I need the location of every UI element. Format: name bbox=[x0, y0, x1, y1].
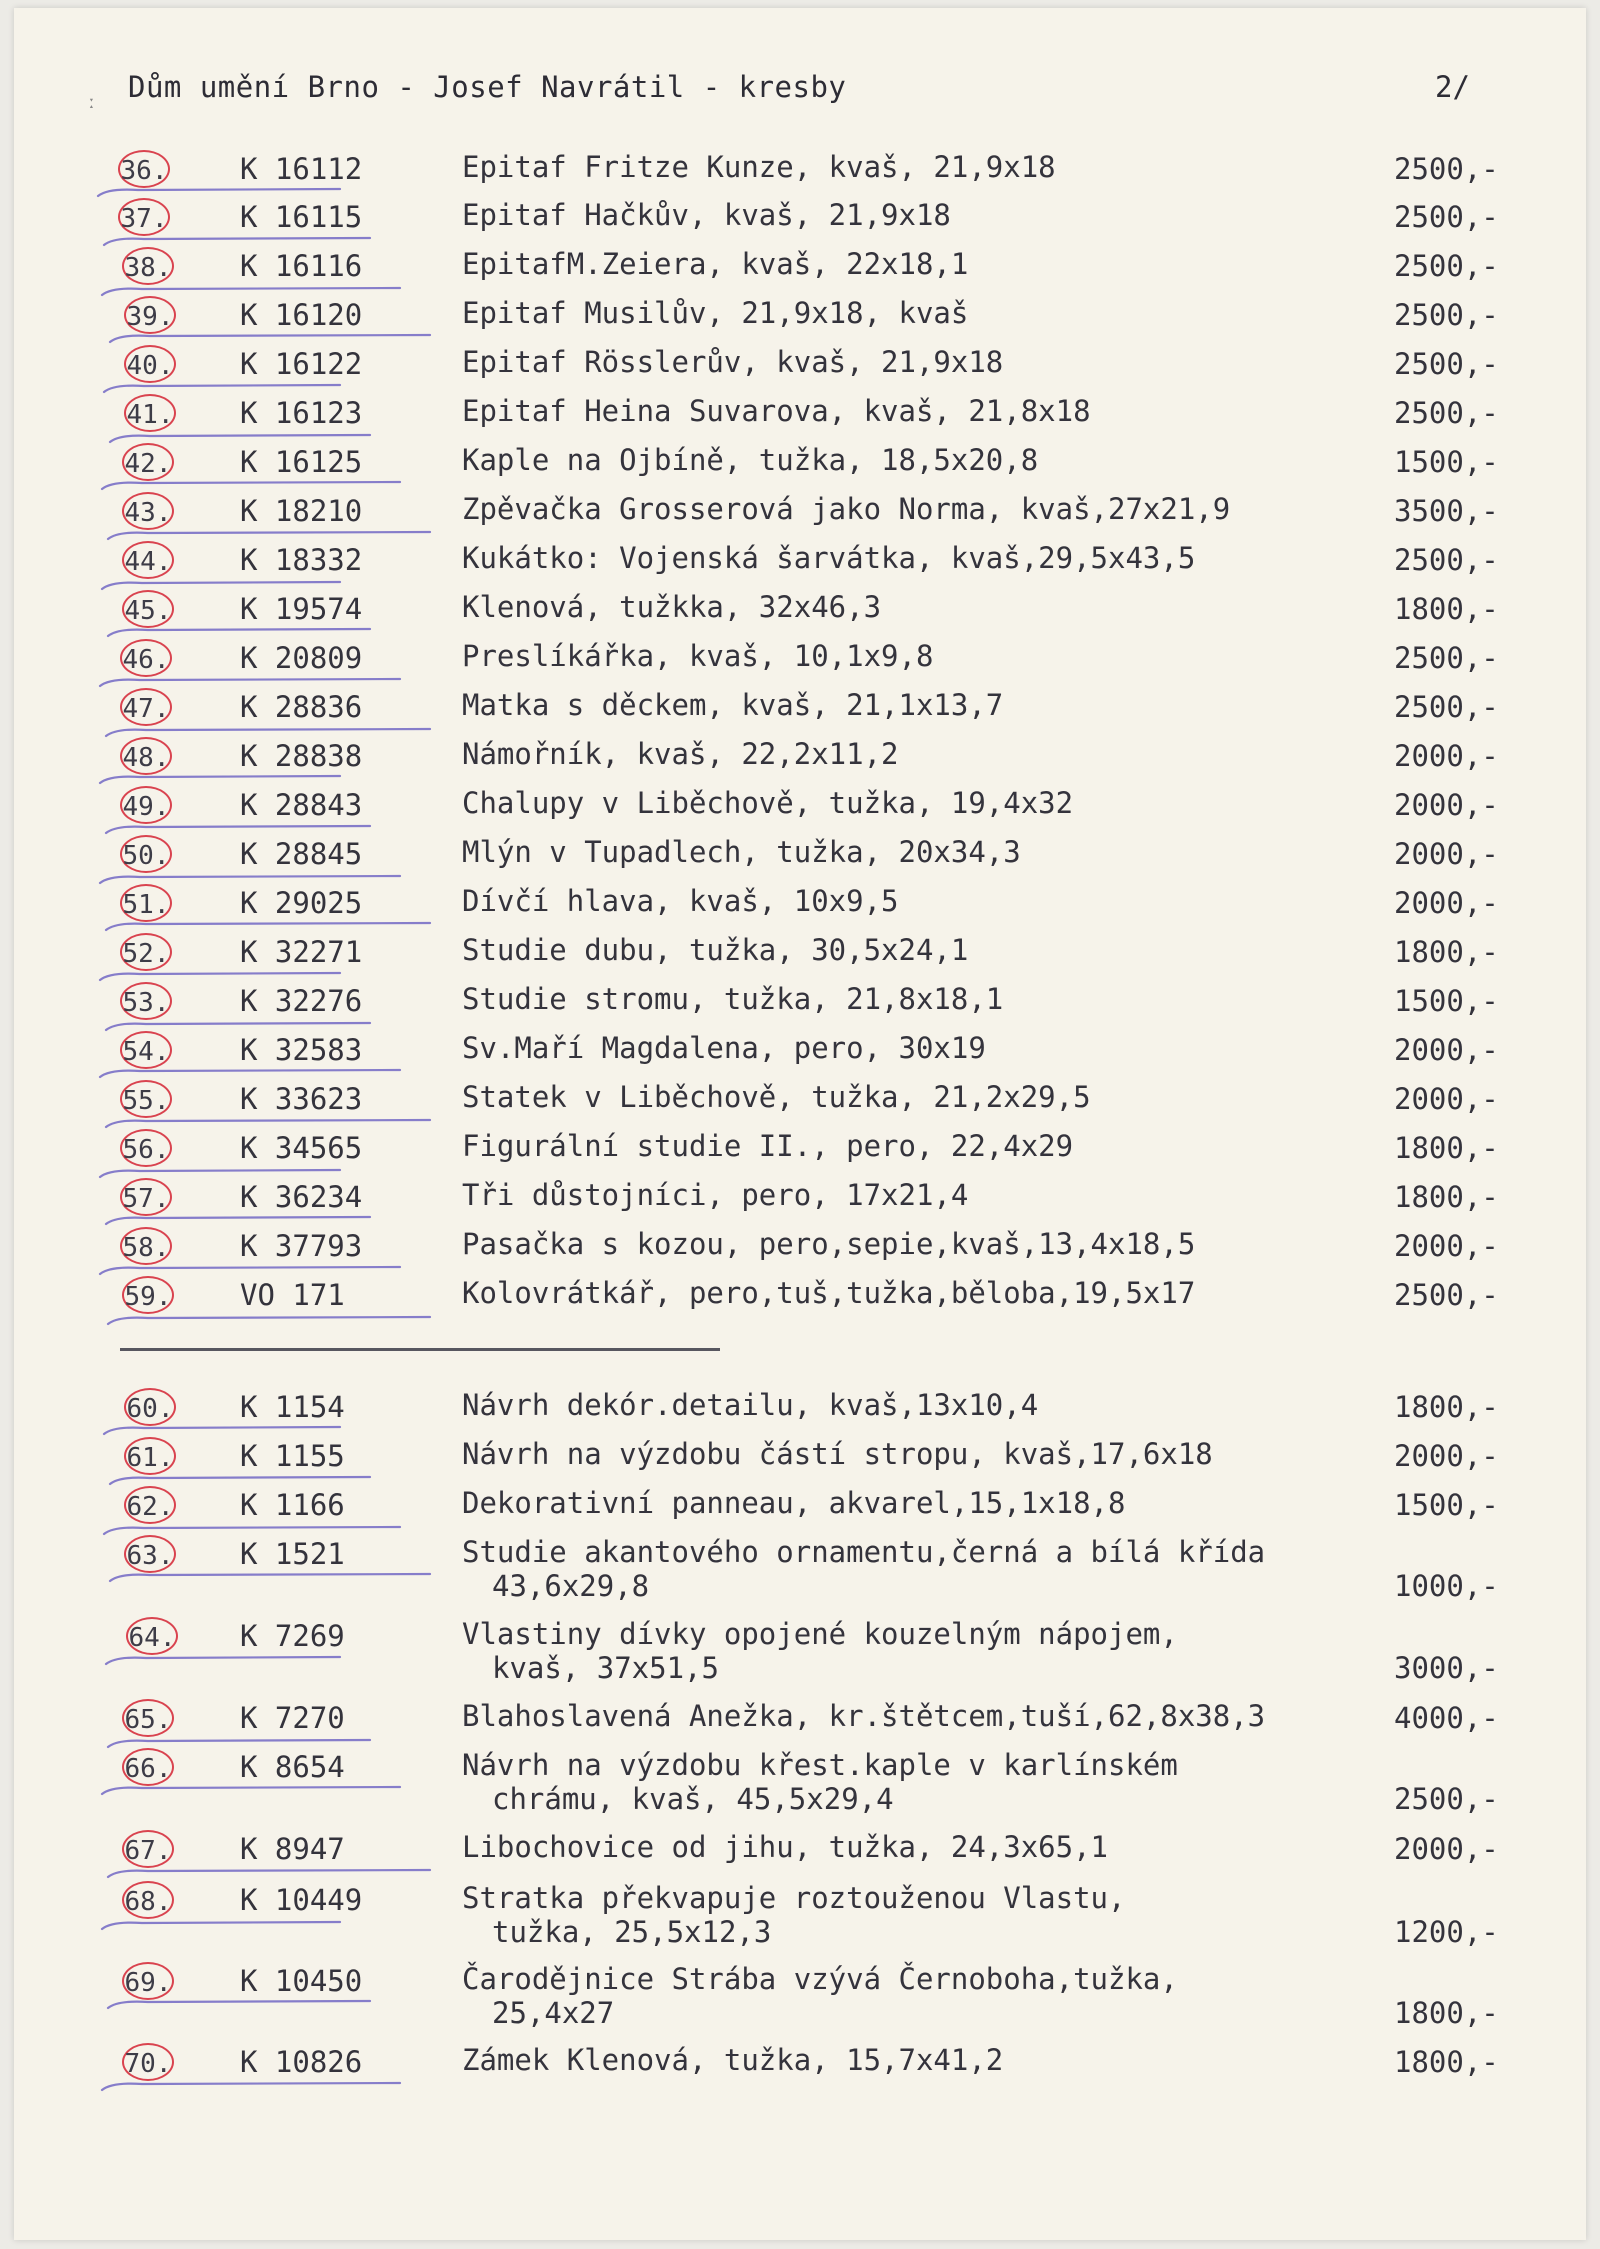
description-line: Zámek Klenová, tužka, 15,7x41,2 bbox=[462, 2043, 1004, 2077]
catalog-number: K 1166 bbox=[240, 1488, 345, 1522]
circled-item-number: 59. bbox=[122, 1276, 174, 1314]
page-header bbox=[0, 70, 1600, 113]
catalog-number: K 20809 bbox=[240, 641, 363, 675]
circled-item-number: 46. bbox=[120, 639, 172, 677]
item-description bbox=[462, 1031, 986, 1065]
item-price: 1000,- bbox=[1394, 1569, 1499, 1603]
catalog-number: K 36234 bbox=[240, 1180, 363, 1214]
item-description bbox=[462, 394, 1091, 428]
page-number: 2/ bbox=[1435, 70, 1470, 104]
circled-item-number: 47. bbox=[120, 688, 172, 726]
catalog-number: K 18210 bbox=[240, 494, 363, 528]
catalog-number: K 16122 bbox=[240, 347, 363, 381]
description-line-2: kvaš, 37x51,5 bbox=[492, 1651, 719, 1685]
item-price: 2500,- bbox=[1394, 249, 1499, 283]
circled-item-number: 43. bbox=[122, 492, 174, 530]
description-line: Námořník, kvaš, 22,2x11,2 bbox=[462, 737, 899, 771]
item-description bbox=[462, 1830, 1108, 1864]
description-line: Studie stromu, tužka, 21,8x18,1 bbox=[462, 982, 1004, 1016]
circled-item-number: 45. bbox=[122, 590, 174, 628]
item-description bbox=[462, 492, 1230, 526]
circled-item-number: 49. bbox=[120, 786, 172, 824]
catalog-number: K 10449 bbox=[240, 1883, 363, 1917]
item-price: 1800,- bbox=[1394, 1131, 1499, 1165]
description-line: Kaple na Ojbíně, tužka, 18,5x20,8 bbox=[462, 443, 1039, 477]
item-price: 1800,- bbox=[1394, 1180, 1499, 1214]
item-price: 1800,- bbox=[1394, 1390, 1499, 1424]
description-line: Epitaf Hačkův, kvaš, 21,9x18 bbox=[462, 198, 951, 232]
item-price: 1800,- bbox=[1394, 2045, 1499, 2079]
item-price: 3000,- bbox=[1394, 1651, 1499, 1685]
item-description bbox=[462, 639, 933, 673]
description-line: Mlýn v Tupadlech, tužka, 20x34,3 bbox=[462, 835, 1021, 869]
circled-item-number: 39. bbox=[124, 296, 176, 334]
catalog-number: K 28843 bbox=[240, 788, 363, 822]
circled-item-number: 44. bbox=[122, 541, 174, 579]
item-price: 2500,- bbox=[1394, 298, 1499, 332]
item-price: 2000,- bbox=[1394, 1832, 1499, 1866]
description-line: Vlastiny dívky opojené kouzelným nápojem, bbox=[462, 1617, 1178, 1651]
item-description bbox=[462, 933, 968, 967]
item-price: 3500,- bbox=[1394, 494, 1499, 528]
item-price: 2500,- bbox=[1394, 543, 1499, 577]
description-line-2: 25,4x27 bbox=[492, 1996, 615, 2030]
catalog-number: K 8947 bbox=[240, 1832, 345, 1866]
catalog-number: K 16112 bbox=[240, 152, 363, 186]
item-description bbox=[462, 590, 881, 624]
catalog-number: K 7269 bbox=[240, 1619, 345, 1653]
document-title: Dům umění Brno - Josef Navrátil - kresby bbox=[128, 70, 847, 104]
circled-item-number: 37. bbox=[118, 198, 170, 236]
item-description bbox=[462, 541, 1195, 575]
item-price: 2500,- bbox=[1394, 1782, 1499, 1816]
catalog-number: K 10450 bbox=[240, 1964, 363, 1998]
item-price: 4000,- bbox=[1394, 1701, 1499, 1735]
item-price: 1200,- bbox=[1394, 1915, 1499, 1949]
description-line: Kukátko: Vojenská šarvátka, kvaš,29,5x43,5 bbox=[462, 541, 1196, 575]
item-description bbox=[462, 1748, 1178, 1816]
description-line: Dekorativní panneau, akvarel,15,1x18,8 bbox=[462, 1486, 1126, 1520]
item-description bbox=[462, 296, 968, 330]
description-line: Studie akantového ornamentu,černá a bílá křída bbox=[462, 1535, 1266, 1569]
item-price: 2500,- bbox=[1394, 396, 1499, 430]
circled-item-number: 36. bbox=[118, 150, 170, 188]
description-line: Dívčí hlava, kvaš, 10x9,5 bbox=[462, 884, 899, 918]
item-description bbox=[462, 688, 1003, 722]
catalog-number: K 16120 bbox=[240, 298, 363, 332]
item-description bbox=[462, 1080, 1091, 1114]
catalog-number: VO 171 bbox=[240, 1278, 345, 1312]
item-price: 2500,- bbox=[1394, 690, 1499, 724]
description-line: Stratka překvapuje roztouženou Vlastu, bbox=[462, 1881, 1126, 1915]
item-price: 2000,- bbox=[1394, 1082, 1499, 1116]
item-description bbox=[462, 1617, 1178, 1685]
item-description bbox=[462, 1535, 1265, 1603]
item-price: 2500,- bbox=[1394, 347, 1499, 381]
item-description bbox=[462, 247, 968, 281]
catalog-number: K 1155 bbox=[240, 1439, 345, 1473]
description-line: Matka s děckem, kvaš, 21,1x13,7 bbox=[462, 688, 1004, 722]
circled-item-number: 50. bbox=[120, 835, 172, 873]
item-description bbox=[462, 884, 899, 918]
description-line: Chalupy v Liběchově, tužka, 19,4x32 bbox=[462, 786, 1074, 820]
catalog-number: K 37793 bbox=[240, 1229, 363, 1263]
item-description bbox=[462, 1699, 1265, 1733]
description-line: Kolovrátkář, pero,tuš,tužka,běloba,19,5x17 bbox=[462, 1276, 1196, 1310]
circled-item-number: 66. bbox=[122, 1748, 174, 1786]
item-price: 1800,- bbox=[1394, 935, 1499, 969]
description-line: Figurální studie II., pero, 22,4x29 bbox=[462, 1129, 1074, 1163]
catalog-number: K 19574 bbox=[240, 592, 363, 626]
catalog-number: K 7270 bbox=[240, 1701, 345, 1735]
item-description bbox=[462, 1881, 1125, 1949]
description-line: Návrh dekór.detailu, kvaš,13x10,4 bbox=[462, 1388, 1039, 1422]
circled-item-number: 57. bbox=[120, 1178, 172, 1216]
description-line: Libochovice od jihu, tužka, 24,3x65,1 bbox=[462, 1830, 1109, 1864]
description-line: Čarodějnice Strába vzývá Černoboha,tužka, bbox=[462, 1962, 1178, 1996]
description-line: Návrh na výzdobu křest.kaple v karlínském bbox=[462, 1748, 1178, 1782]
description-line: Tři důstojníci, pero, 17x21,4 bbox=[462, 1178, 969, 1212]
item-price: 1800,- bbox=[1394, 1996, 1499, 2030]
item-description bbox=[462, 443, 1038, 477]
catalog-number: K 28836 bbox=[240, 690, 363, 724]
margin-checkmarks bbox=[0, 0, 120, 1200]
catalog-number: K 29025 bbox=[240, 886, 363, 920]
item-description bbox=[462, 1227, 1195, 1261]
item-price: 2000,- bbox=[1394, 886, 1499, 920]
item-price: 2500,- bbox=[1394, 200, 1499, 234]
description-line-2: 43,6x29,8 bbox=[492, 1569, 650, 1603]
circled-item-number: 54. bbox=[120, 1031, 172, 1069]
catalog-number: K 16116 bbox=[240, 249, 363, 283]
circled-item-number: 48. bbox=[120, 737, 172, 775]
item-description bbox=[462, 198, 951, 232]
description-line: Klenová, tužkka, 32x46,3 bbox=[462, 590, 882, 624]
description-line: Epitaf Heina Suvarova, kvaš, 21,8x18 bbox=[462, 394, 1091, 428]
description-line: Epitaf Musilův, 21,9x18, kvaš bbox=[462, 296, 969, 330]
circled-item-number: 67. bbox=[122, 1830, 174, 1868]
item-price: 2000,- bbox=[1394, 1033, 1499, 1067]
description-line: EpitafM.Zeiera, kvaš, 22x18,1 bbox=[462, 247, 969, 281]
item-description bbox=[462, 1276, 1195, 1310]
item-description bbox=[462, 2043, 1003, 2077]
description-line: Preslíkářka, kvaš, 10,1x9,8 bbox=[462, 639, 934, 673]
circled-item-number: 58. bbox=[120, 1227, 172, 1265]
circled-item-number: 38. bbox=[122, 247, 174, 285]
circled-item-number: 63. bbox=[124, 1535, 176, 1573]
circled-item-number: 52. bbox=[120, 933, 172, 971]
item-description bbox=[462, 1388, 1038, 1422]
description-line: Návrh na výzdobu částí stropu, kvaš,17,6x18 bbox=[462, 1437, 1213, 1471]
catalog-number: K 34565 bbox=[240, 1131, 363, 1165]
catalog-number: K 28845 bbox=[240, 837, 363, 871]
circled-item-number: 56. bbox=[120, 1129, 172, 1167]
circled-item-number: 60. bbox=[124, 1388, 176, 1426]
circled-item-number: 62. bbox=[124, 1486, 176, 1524]
item-price: 2500,- bbox=[1394, 1278, 1499, 1312]
catalog-number: K 16115 bbox=[240, 200, 363, 234]
section-divider bbox=[120, 1348, 720, 1351]
description-line-2: chrámu, kvaš, 45,5x29,4 bbox=[492, 1782, 894, 1816]
item-description bbox=[462, 982, 1003, 1016]
circled-item-number: 55. bbox=[120, 1080, 172, 1118]
punch-mark: ː bbox=[86, 92, 97, 113]
item-description bbox=[462, 786, 1073, 820]
catalog-number: K 33623 bbox=[240, 1082, 363, 1116]
catalog-number: K 16125 bbox=[240, 445, 363, 479]
item-description bbox=[462, 345, 1003, 379]
item-description bbox=[462, 150, 1056, 184]
catalog-number: K 1154 bbox=[240, 1390, 345, 1424]
catalog-number: K 28838 bbox=[240, 739, 363, 773]
item-price: 1800,- bbox=[1394, 592, 1499, 626]
circled-item-number: 40. bbox=[124, 345, 176, 383]
item-description bbox=[462, 737, 899, 771]
description-line: Statek v Liběchově, tužka, 21,2x29,5 bbox=[462, 1080, 1091, 1114]
circled-item-number: 42. bbox=[122, 443, 174, 481]
item-price: 2500,- bbox=[1394, 152, 1499, 186]
description-line: Zpěvačka Grosserová jako Norma, kvaš,27x21,9 bbox=[462, 492, 1231, 526]
description-line: Studie dubu, tužka, 30,5x24,1 bbox=[462, 933, 969, 967]
item-price: 2000,- bbox=[1394, 1439, 1499, 1473]
catalog-number: K 32271 bbox=[240, 935, 363, 969]
item-price: 2000,- bbox=[1394, 788, 1499, 822]
description-line: Pasačka s kozou, pero,sepie,kvaš,13,4x18,5 bbox=[462, 1227, 1196, 1261]
description-line: Epitaf Fritze Kunze, kvaš, 21,9x18 bbox=[462, 150, 1056, 184]
catalog-number: K 8654 bbox=[240, 1750, 345, 1784]
circled-item-number: 41. bbox=[124, 394, 176, 432]
item-price: 2000,- bbox=[1394, 837, 1499, 871]
item-price: 2000,- bbox=[1394, 739, 1499, 773]
item-description bbox=[462, 1486, 1125, 1520]
item-description bbox=[462, 1129, 1073, 1163]
item-description bbox=[462, 1962, 1178, 2030]
circled-item-number: 68. bbox=[122, 1881, 174, 1919]
circled-item-number: 70. bbox=[122, 2043, 174, 2081]
catalog-number: K 10826 bbox=[240, 2045, 363, 2079]
catalog-number: K 1521 bbox=[240, 1537, 345, 1571]
description-line-2: tužka, 25,5x12,3 bbox=[492, 1915, 772, 1949]
circled-item-number: 69. bbox=[122, 1962, 174, 2000]
item-description bbox=[462, 1437, 1213, 1471]
item-price: 1500,- bbox=[1394, 445, 1499, 479]
item-description bbox=[462, 835, 1021, 869]
description-line: Sv.Maří Magdalena, pero, 30x19 bbox=[462, 1031, 986, 1065]
item-price: 1500,- bbox=[1394, 1488, 1499, 1522]
item-price: 2500,- bbox=[1394, 641, 1499, 675]
item-price: 1500,- bbox=[1394, 984, 1499, 1018]
description-line: Epitaf Rösslerův, kvaš, 21,9x18 bbox=[462, 345, 1004, 379]
catalog-number: K 32276 bbox=[240, 984, 363, 1018]
catalog-number: K 18332 bbox=[240, 543, 363, 577]
circled-item-number: 65. bbox=[122, 1699, 174, 1737]
catalog-number: K 32583 bbox=[240, 1033, 363, 1067]
circled-item-number: 53. bbox=[120, 982, 172, 1020]
catalog-number: K 16123 bbox=[240, 396, 363, 430]
item-description bbox=[462, 1178, 968, 1212]
circled-item-number: 61. bbox=[124, 1437, 176, 1475]
circled-item-number: 51. bbox=[120, 884, 172, 922]
description-line: Blahoslavená Anežka, kr.štětcem,tuší,62,8x38,3 bbox=[462, 1699, 1266, 1733]
item-price: 2000,- bbox=[1394, 1229, 1499, 1263]
circled-item-number: 64. bbox=[126, 1617, 178, 1655]
